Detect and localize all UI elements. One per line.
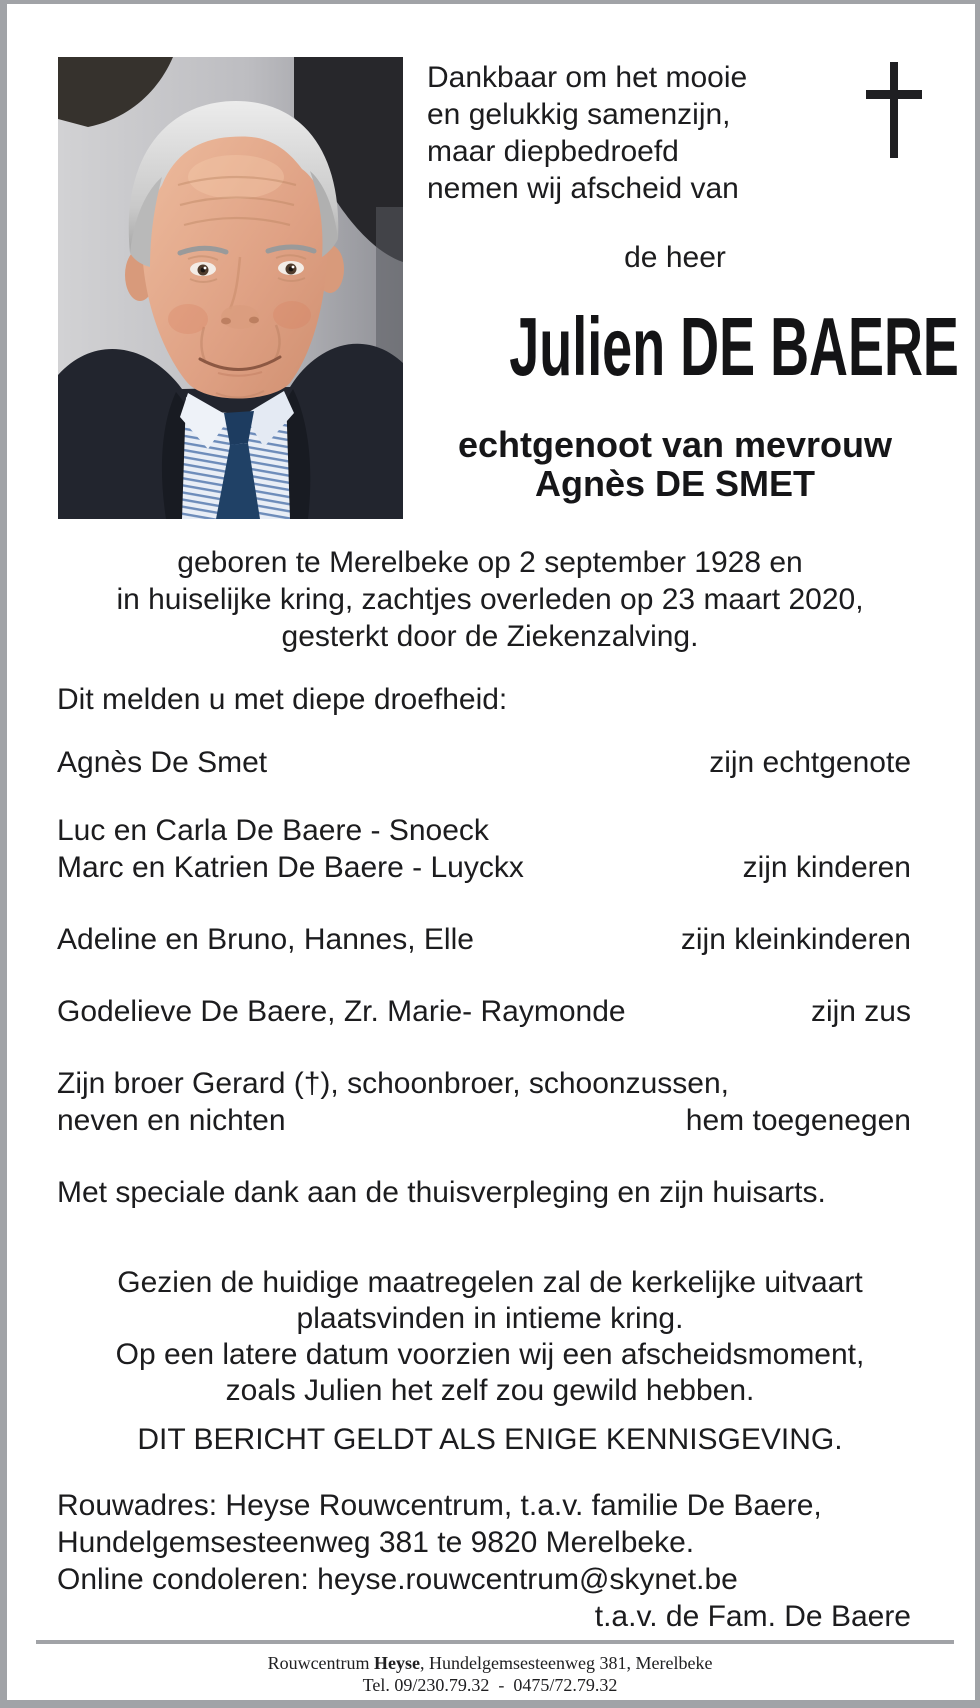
cross-horizontal-bar (866, 90, 922, 99)
relative-name: Godelieve De Baere, Zr. Marie- Raymonde (57, 995, 626, 1028)
funeral-home-name: Heyse (374, 1653, 421, 1673)
ceremony-line: plaatsvinden in intieme kring. (296, 1302, 684, 1335)
relation-label: zijn kinderen (742, 851, 911, 884)
footer-pre: Rouwcentrum (267, 1653, 375, 1673)
intro-line: Dankbaar om het mooie (427, 61, 748, 94)
ceremony-line: Op een latere datum voorzien wij een afscheidsmoment, (115, 1338, 865, 1371)
scan-edge-bottom (0, 1700, 980, 1708)
footer (0, 1652, 980, 1696)
relation-label: zijn zus (810, 995, 911, 1028)
intro-line: maar diepbedroefd (427, 135, 679, 168)
relative-name: Agnès De Smet (57, 746, 268, 779)
ceremony-line: Gezien de huidige maatregelen zal de kerkelijke uitvaart (117, 1266, 863, 1299)
scan-edge-left (0, 0, 7, 1708)
cross-icon (866, 62, 922, 158)
relative-name: Marc en Katrien De Baere - Luyckx (57, 851, 524, 884)
salutation: de heer (624, 241, 726, 274)
scan-edge-right (975, 0, 980, 1708)
footer-address-line (0, 1652, 980, 1674)
birth-death-line: geboren te Merelbeke op 2 september 1928 en (177, 546, 803, 579)
footer-phone-line: Tel. 09/230.79.32 - 0475/72.79.32 (362, 1675, 618, 1695)
scan-edge-top (0, 0, 980, 4)
mourning-address-block (57, 1487, 822, 1598)
birth-death-line: in huiselijke kring, zachtjes overleden op 23 maart 2020, (116, 583, 864, 616)
relation-label: zijn echtgenote (709, 746, 911, 779)
birth-death-block (0, 544, 980, 655)
separator-rule (36, 1640, 954, 1644)
relative-name: neven en nichten (57, 1104, 286, 1137)
spouse-name: Agnès DE SMET (534, 463, 816, 504)
intro-line: nemen wij afscheid van (427, 172, 739, 205)
relation-label: hem toegenegen (685, 1104, 911, 1137)
announcement-line: Dit melden u met diepe droefheid: (57, 683, 508, 716)
relative-name: Adeline en Bruno, Hannes, Elle (57, 923, 474, 956)
relation-label: zijn kleinkinderen (680, 923, 911, 956)
notice-line: DIT BERICHT GELDT ALS ENIGE KENNISGEVING. (137, 1423, 843, 1456)
footer-post: , Hundelgemsesteenweg 381, Merelbeke (420, 1653, 713, 1673)
relative-name: Zijn broer Gerard (†), schoonbroer, schoonzussen, (57, 1067, 729, 1100)
thanks-line: Met speciale dank aan de thuisverpleging en zijn huisarts. (57, 1176, 826, 1209)
address-line: Online condoleren: heyse.rouwcentrum@skynet.be (57, 1563, 738, 1596)
address-line: Rouwadres: Heyse Rouwcentrum, t.a.v. familie De Baere, (57, 1489, 822, 1522)
intro-line: en gelukkig samenzijn, (427, 98, 731, 131)
birth-death-line: gesterkt door de Ziekenzalving. (281, 620, 699, 653)
attn-line: t.a.v. de Fam. De Baere (594, 1600, 911, 1633)
address-line: Hundelgemsesteenweg 381 te 9820 Merelbeke. (57, 1526, 695, 1559)
relative-name: Luc en Carla De Baere - Snoeck (57, 814, 489, 847)
ceremony-block (0, 1265, 980, 1409)
ceremony-line: zoals Julien het zelf zou gewild hebben. (225, 1374, 755, 1407)
spouse-intro: echtgenoot van mevrouw (457, 424, 893, 465)
deceased-name: Julien DE BAERE (509, 300, 959, 393)
spouse-block (420, 425, 930, 503)
portrait-photo (58, 57, 403, 519)
intro-text (427, 59, 747, 207)
cross-vertical-bar (890, 62, 898, 158)
